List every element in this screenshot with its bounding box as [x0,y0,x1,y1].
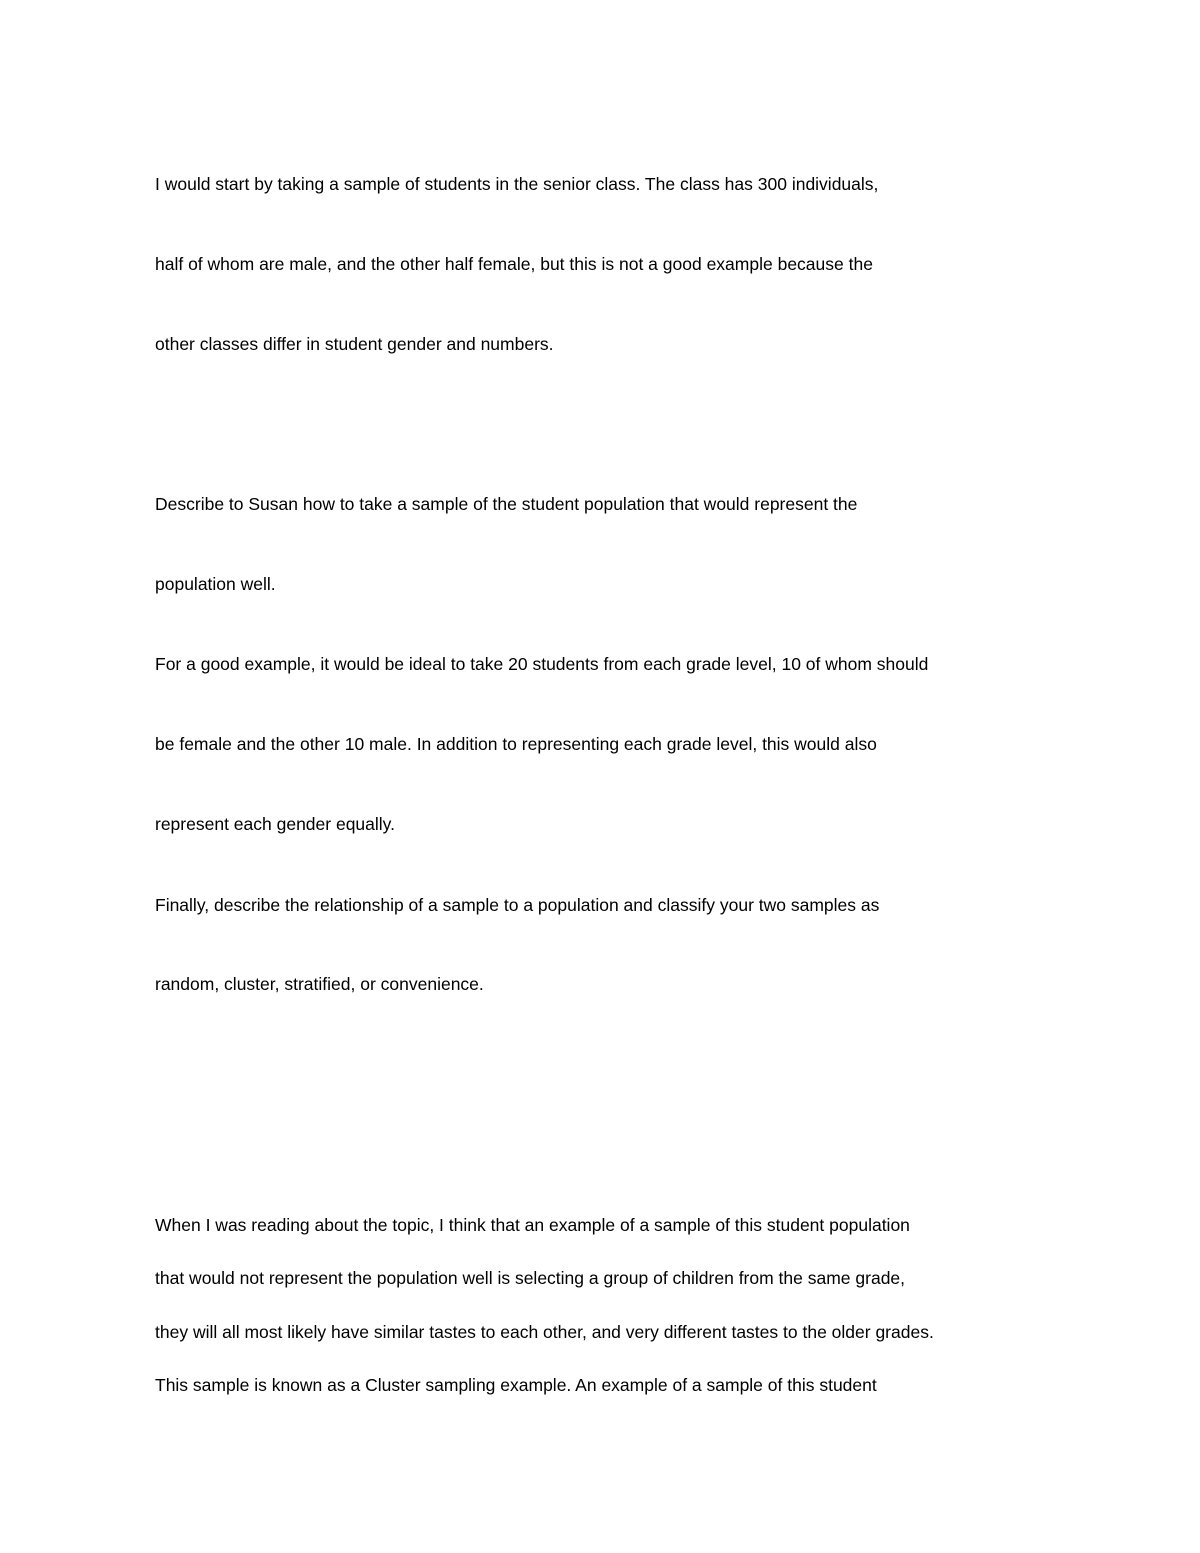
body-text-line: other classes differ in student gender and numbers. [155,334,554,354]
body-text-line: half of whom are male, and the other half female, but this is not a good example because the [155,254,873,274]
question-text-line: population well. [155,574,276,594]
body-text-line: For a good example, it would be ideal to take 20 students from each grade level, 10 of whom should [155,654,929,674]
body-text-line: When I was reading about the topic, I think that an example of a sample of this student population [155,1215,910,1235]
body-text-line: that would not represent the population well is selecting a group of children from the same grade, [155,1268,906,1288]
body-text-line: This sample is known as a Cluster sampling example. An example of a sample of this student [155,1375,877,1395]
question-text-line: Finally, describe the relationship of a sample to a population and classify your two samples as [155,895,880,915]
body-text-line: be female and the other 10 male. In addition to representing each grade level, this would also [155,734,877,754]
body-text-line: represent each gender equally. [155,814,395,834]
body-text-line: they will all most likely have similar tastes to each other, and very different tastes to the older grades. [155,1322,934,1342]
question-text-line: random, cluster, stratified, or convenience. [155,974,484,994]
body-text-line: I would start by taking a sample of students in the senior class. The class has 300 individuals, [155,174,879,194]
question-text-line: Describe to Susan how to take a sample of the student population that would represent the [155,494,858,514]
